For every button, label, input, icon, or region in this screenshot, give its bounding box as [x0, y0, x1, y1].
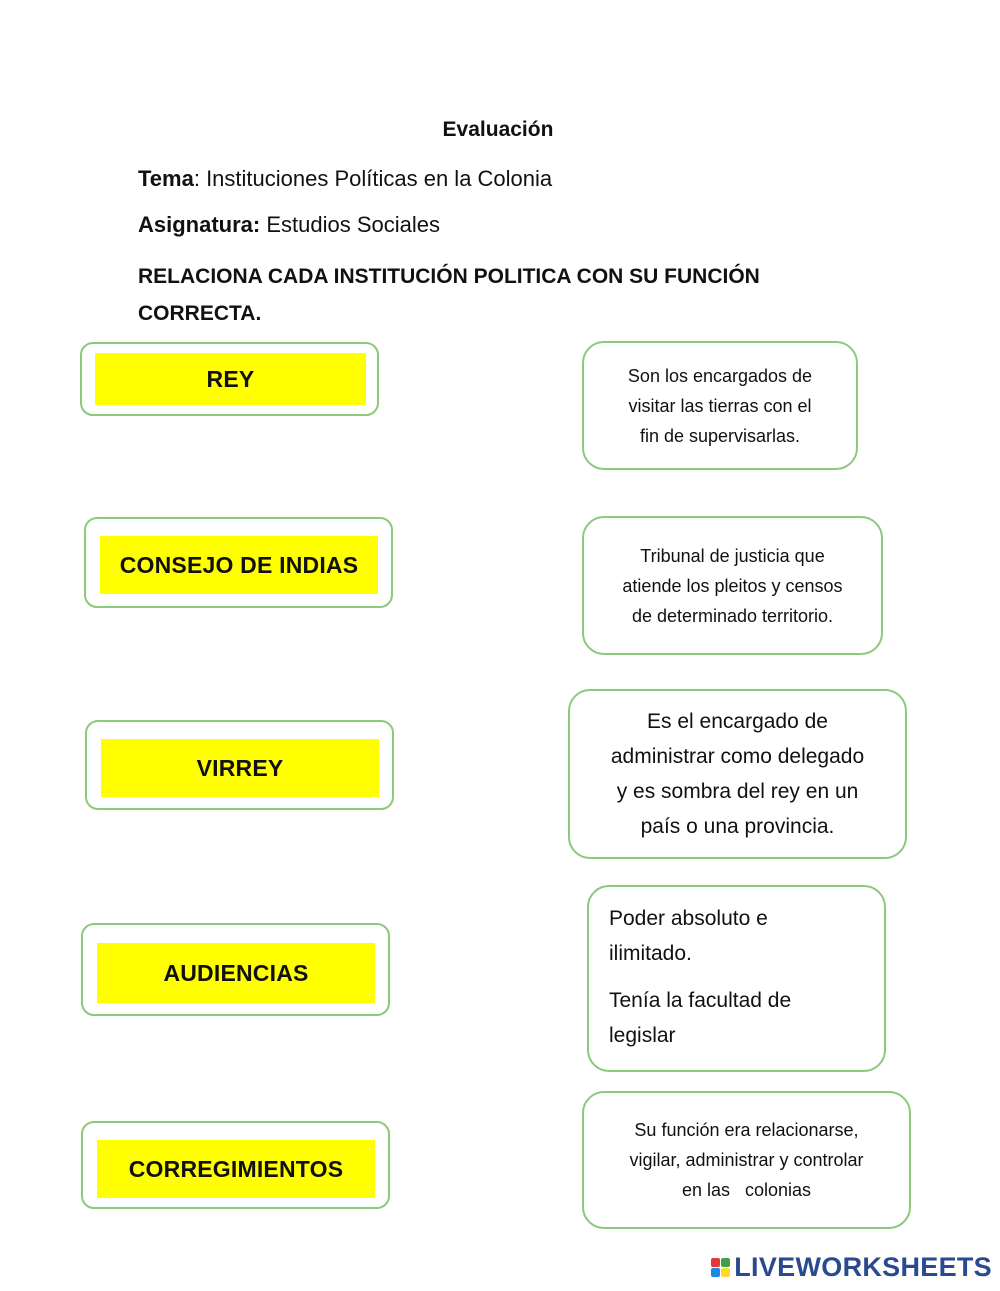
definition-card-1[interactable] — [582, 341, 858, 470]
definition-text — [629, 1115, 863, 1205]
page-title: Evaluación — [442, 118, 554, 141]
definition-card-5[interactable] — [582, 1091, 911, 1229]
term-card-corregimientos[interactable] — [81, 1121, 390, 1209]
term-card-rey[interactable] — [80, 342, 379, 416]
topic-value: : Instituciones Políticas en la Colonia — [193, 166, 553, 191]
term-label-audiencias: AUDIENCIAS — [97, 943, 375, 1003]
definition-line: país o una provincia. — [640, 815, 835, 838]
term-label-virrey: VIRREY — [101, 739, 379, 797]
term-label-consejo-de-indias: CONSEJO DE INDIAS — [100, 536, 378, 594]
definition-line: Son los encargados de — [627, 365, 813, 386]
definition-paragraph: Tenía la facultad de legislar — [609, 989, 792, 1047]
subject-line — [138, 212, 440, 238]
definition-line: Su función era relacionarse, — [634, 1120, 859, 1140]
subject-label: Asignatura: — [138, 212, 261, 237]
liveworksheets-logo — [711, 1252, 992, 1283]
definition-text — [609, 901, 839, 1053]
definition-text — [622, 541, 842, 631]
term-card-virrey[interactable] — [85, 720, 394, 810]
definition-line: y es sombra del rey en un — [616, 780, 859, 803]
definition-line: visitar las tierras con el — [628, 395, 812, 416]
instruction-line: CORRECTA. — [138, 302, 262, 325]
instructions — [138, 258, 838, 332]
subject-value: Estudios Sociales — [260, 212, 441, 237]
definition-text — [611, 704, 864, 844]
term-card-audiencias[interactable] — [81, 923, 390, 1016]
definition-line: de determinado territorio. — [631, 605, 834, 626]
definition-line: Tribunal de justicia que — [640, 545, 825, 566]
topic-label: Tema — [138, 166, 194, 191]
definition-line: administrar como delegado — [610, 745, 865, 768]
definition-paragraph: Poder absoluto e ilimitado. — [609, 907, 768, 965]
definition-card-2[interactable] — [582, 516, 883, 655]
definition-line: atiende los pleitos y censos — [622, 575, 843, 596]
definition-line: vigilar, administrar y controlar — [629, 1150, 864, 1170]
topic-line — [138, 166, 552, 192]
instruction-line: RELACIONA CADA INSTITUCIÓN POLITICA CON SU FUNCIÓN — [138, 265, 760, 288]
definition-card-4[interactable] — [587, 885, 886, 1072]
definition-line: fin de supervisarlas. — [639, 425, 801, 446]
definition-text — [628, 361, 812, 451]
liveworksheets-mark-icon — [711, 1258, 730, 1277]
definition-card-3[interactable] — [568, 689, 907, 859]
definition-line: en las colonias — [681, 1180, 812, 1200]
definition-line: Es el encargado de — [647, 710, 828, 733]
term-card-consejo-de-indias[interactable] — [84, 517, 393, 608]
term-label-rey: REY — [95, 353, 366, 405]
term-label-corregimientos: CORREGIMIENTOS — [97, 1140, 375, 1198]
brand-name: LIVEWORKSHEETS — [734, 1252, 992, 1282]
